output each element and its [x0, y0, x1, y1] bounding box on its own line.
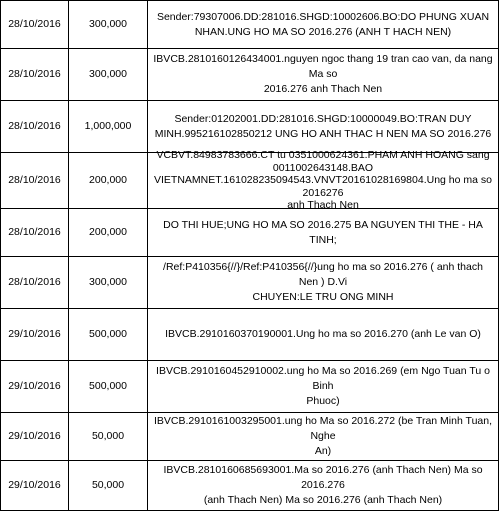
description-cell — [148, 1, 499, 48]
description-text: IBVCB.2910160452910002.ung ho Ma so 2016.269 (em Ngo Tuan Tu o Binh Phuoc) — [156, 365, 490, 407]
date-cell: 29/10/2016 — [1, 461, 69, 510]
description-text: /Ref:P410356{//}/Ref:P410356{//}ung ho ma so 2016.276 ( anh thach Nen ) D.Vi CHUYEN:LE TRU ONG MINH — [163, 261, 483, 303]
amount-cell: 300,000 — [69, 1, 148, 48]
amount-cell: 500,000 — [69, 309, 148, 360]
date-cell: 29/10/2016 — [1, 413, 69, 460]
date-cell: 28/10/2016 — [1, 101, 69, 152]
date-cell: 28/10/2016 — [1, 49, 69, 100]
table-row — [1, 101, 499, 153]
description-cell — [148, 361, 499, 412]
description-text: Sender:01202001.DD:281016.SHGD:10000049.BO:TRAN DUY MINH.995216102850212 UNG HO ANH THAC H NEN MA SO 2016.276 — [154, 112, 492, 140]
date-cell: 28/10/2016 — [1, 153, 69, 208]
description-text: IBVCB.2910160370190001.Ung ho ma so 2016.270 (anh Le van O) — [165, 328, 481, 340]
amount-cell: 500,000 — [69, 361, 148, 412]
description-cell — [148, 149, 499, 212]
description-text: Sender:79307006.DD:281016.SHGD:10002606.BO:DO PHUNG XUAN NHAN.UNG HO MA SO 2016.276 (ANH T HACH NEN) — [156, 10, 490, 38]
amount-cell: 200,000 — [69, 209, 148, 256]
date-cell: 28/10/2016 — [1, 257, 69, 308]
amount-cell: 1,000,000 — [69, 101, 148, 152]
date-cell: 29/10/2016 — [1, 361, 69, 412]
table-row — [1, 149, 499, 212]
amount-cell: 300,000 — [69, 257, 148, 308]
description-cell — [148, 101, 499, 152]
amount-cell: 50,000 — [69, 413, 148, 460]
table-row — [1, 461, 499, 511]
amount-cell: 300,000 — [69, 49, 148, 100]
description-cell — [148, 461, 499, 510]
amount-cell: 50,000 — [69, 461, 148, 510]
table-row — [1, 209, 499, 257]
table-row — [1, 361, 499, 413]
description-text: DO THI HUE;UNG HO MA SO 2016.275 BA NGUYEN THI THE - HA TINH; — [163, 218, 483, 246]
date-cell: 29/10/2016 — [1, 309, 69, 360]
description-text: IBVCB.2810160685693001.Ma so 2016.276 (anh Thach Nen) Ma so 2016.276 (anh Thach Nen) Ma so 2016.276 (anh Thach Nen) — [163, 464, 483, 506]
table-row — [1, 1, 499, 49]
description-cell — [148, 49, 499, 100]
description-cell — [148, 413, 499, 460]
table-row — [1, 309, 499, 361]
date-cell: 28/10/2016 — [1, 209, 69, 256]
amount-cell: 200,000 — [69, 153, 148, 208]
table-row — [1, 49, 499, 101]
date-cell: 28/10/2016 — [1, 1, 69, 48]
description-cell — [148, 309, 499, 360]
description-text: IBVCB.2910161003295001.ung ho Ma so 2016.272 (be Tran Minh Tuan, Nghe An) — [154, 415, 492, 457]
description-text: IBVCB.2810160126434001.nguyen ngoc thang 19 tran cao van, da nang Ma so 2016.276 anh Thach Nen — [153, 53, 493, 95]
description-text: VCBVT.84983783666.CT tu 0351000624361.PHAM ANH HOANG sang 0011002643148.BAO VIETNAMNET.161028235094543.VNVT20161028169804.Ung ho ma so 2016276 anh Thach Nen — [154, 149, 492, 212]
description-cell — [148, 209, 499, 256]
table-row — [1, 257, 499, 309]
description-cell — [148, 257, 499, 308]
table-row — [1, 413, 499, 461]
